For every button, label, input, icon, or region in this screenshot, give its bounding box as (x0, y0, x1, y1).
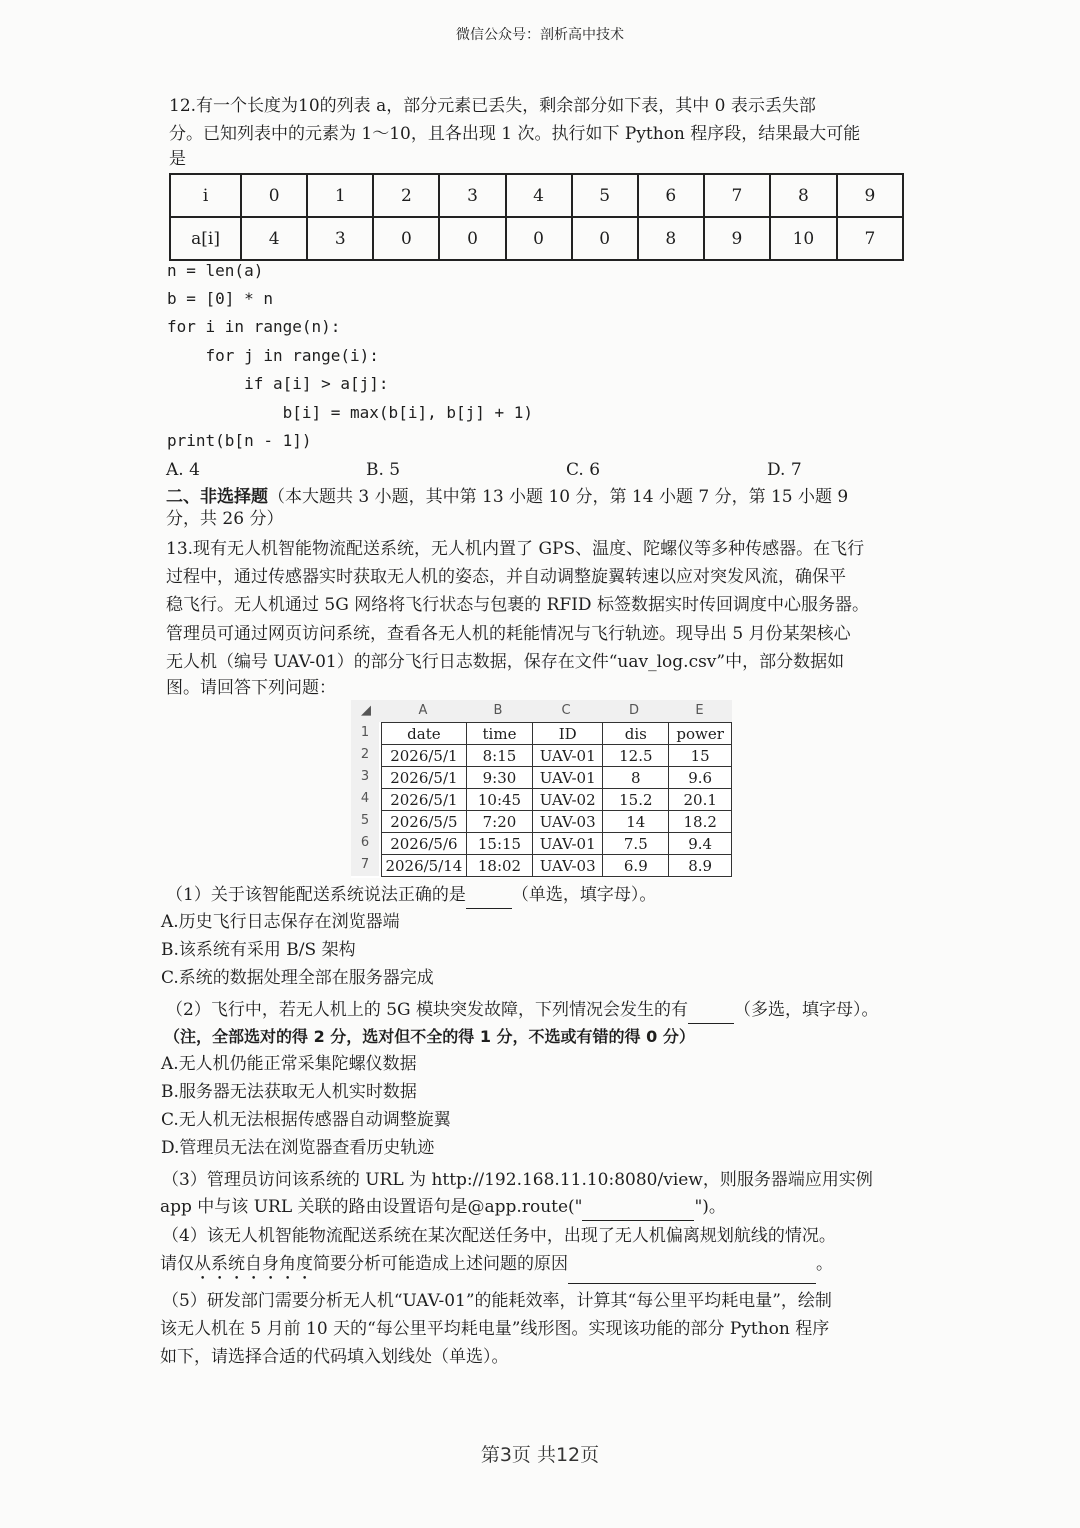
q12-stem-line1: 12.有一个长度为10的列表 a，部分元素已丢失，剩余部分如下表，其中 0 表示丢失部 (169, 96, 816, 116)
q13-stem-line: 稳飞行。无人机通过 5G 网络将飞行状态与包裹的 RFID 标签数据实时传回调度中心服务器。 (166, 595, 869, 615)
sheet-cell: 7.5 (603, 833, 669, 855)
sheet-cell: 2026/5/14 (382, 855, 467, 877)
table-row (382, 745, 732, 767)
table-cell: 3 (439, 174, 505, 217)
sheet-grid (381, 722, 732, 877)
sheet-cell: 15.2 (603, 789, 669, 811)
table-cell: 8 (770, 174, 837, 217)
answer-blank[interactable] (688, 1023, 734, 1024)
table-cell: 2 (373, 174, 439, 217)
q12-option-b: B. 5 (366, 460, 401, 480)
table-cell: 3 (307, 217, 373, 260)
sheet-cell: 9.4 (669, 833, 732, 855)
table-row (382, 723, 732, 745)
q12-array-table (169, 173, 904, 261)
sheet-cell: UAV-01 (533, 833, 603, 855)
sheet-column-header: D (601, 700, 667, 722)
table-cell: 0 (572, 217, 638, 260)
q13-p2-stem (166, 996, 879, 1024)
q12-option-c: C. 6 (566, 460, 601, 480)
sheet-cell: 9:30 (466, 767, 532, 789)
q13-p2-option-a: A.无人机仍能正常采集陀螺仪数据 (161, 1054, 417, 1074)
sheet-cell: UAV-01 (533, 745, 603, 767)
emphasis-text: 从系统自身角度 (194, 1254, 313, 1274)
q13-p3-text: app 中与该 URL 关联的路由设置语句是@app.route(" (160, 1197, 583, 1217)
q12-code-line: for j in range(i): (167, 346, 379, 365)
table-cell: 8 (638, 217, 704, 260)
q12-code-line: if a[i] > a[j]: (167, 374, 389, 393)
sheet-cell: 20.1 (669, 789, 732, 811)
sheet-cell: 2026/5/6 (382, 833, 467, 855)
sheet-row-header: 6 (351, 832, 379, 854)
answer-blank[interactable] (466, 908, 512, 909)
table-cell: 1 (307, 174, 373, 217)
sheet-cell: 9.6 (669, 767, 732, 789)
sheet-cell: 2026/5/1 (382, 745, 467, 767)
q12-code-line: print(b[n - 1]) (167, 431, 312, 450)
spreadsheet-excerpt (351, 700, 732, 878)
sheet-cell: 14 (603, 811, 669, 833)
table-row (382, 855, 732, 877)
sheet-cell: 6.9 (603, 855, 669, 877)
q12-option-d: D. 7 (767, 460, 802, 480)
q13-p4-text: 请仅 (160, 1254, 194, 1274)
sheet-cell: UAV-02 (533, 789, 603, 811)
sheet-cell: 8.9 (669, 855, 732, 877)
q12-code-line: b[i] = max(b[i], b[j] + 1) (167, 403, 534, 422)
table-cell: 0 (373, 217, 439, 260)
q13-p1-option-c: C.系统的数据处理全部在服务器完成 (161, 968, 434, 988)
q13-p4-line2 (160, 1250, 833, 1284)
sheet-cell: date (382, 723, 467, 745)
table-cell: 4 (506, 174, 572, 217)
q13-p2-option-c: C.无人机无法根据传感器自动调整旋翼 (161, 1110, 451, 1130)
sheet-row-header: 7 (351, 854, 379, 876)
q12-code-line: for i in range(n): (167, 317, 341, 336)
q13-p1-option-a: A.历史飞行日志保存在浏览器端 (161, 912, 400, 932)
sheet-cell: 12.5 (603, 745, 669, 767)
sheet-cell: UAV-03 (533, 855, 603, 877)
sheet-column-header: C (531, 700, 601, 722)
table-cell: 6 (638, 174, 704, 217)
table-cell: 7 (837, 217, 903, 260)
table-row (382, 789, 732, 811)
section-title: 二、非选择题 (166, 487, 268, 507)
sheet-row-header: 1 (351, 722, 379, 744)
q12-option-a: A. 4 (166, 460, 200, 480)
q13-p4-text-tail: 简要分析可能造成上述问题的原因 (313, 1254, 568, 1274)
answer-blank[interactable] (568, 1283, 816, 1284)
table-row (382, 767, 732, 789)
q13-stem-line: 13.现有无人机智能物流配送系统，无人机内置了 GPS、温度、陀螺仪等多种传感器。在飞行 (166, 539, 865, 559)
table-cell: 9 (704, 217, 770, 260)
sheet-cell: dis (603, 723, 669, 745)
q13-p5-line1: （5）研发部门需要分析无人机“UAV-01”的能耗效率，计算其“每公里平均耗电量”，绘制 (162, 1291, 832, 1311)
sheet-cell: time (466, 723, 532, 745)
table-cell: 0 (506, 217, 572, 260)
q13-p2-stem-tail: （多选，填字母）。 (734, 1000, 879, 1020)
sheet-column-header: E (667, 700, 732, 722)
section-desc: （本大题共 3 小题，其中第 13 小题 10 分，第 14 小题 7 分，第 15 小题 9 (268, 487, 849, 507)
sheet-cell: UAV-01 (533, 767, 603, 789)
q13-p1-stem-text: （1）关于该智能配送系统说法正确的是 (166, 885, 466, 905)
sheet-cell: 2026/5/5 (382, 811, 467, 833)
table-row (382, 833, 732, 855)
q13-p3-line2 (160, 1193, 726, 1221)
table-cell: 5 (572, 174, 638, 217)
q13-p2-option-d: D.管理员无法在浏览器查看历史轨迹 (161, 1138, 435, 1158)
q13-stem-line: 无人机（编号 UAV-01）的部分飞行日志数据，保存在文件“uav_log.csv”中，部分数据如 (166, 652, 845, 672)
sheet-row-header: 3 (351, 766, 379, 788)
table-row (382, 811, 732, 833)
sheet-cell: 2026/5/1 (382, 767, 467, 789)
table-row-label: i (170, 174, 241, 217)
table-cell: 0 (439, 217, 505, 260)
section-desc-line2: 分，共 26 分） (166, 509, 284, 529)
sheet-column-header: B (465, 700, 531, 722)
q13-p3-line1: （3）管理员访问该系统的 URL 为 http://192.168.11.10:8080/view，则服务器端应用实例 (162, 1170, 873, 1190)
q13-p1-stem-tail: （单选，填字母）。 (511, 885, 657, 905)
sheet-cell: 8 (603, 767, 669, 789)
q13-stem-line: 管理员可通过网页访问系统，查看各无人机的耗能情况与飞行轨迹。现导出 5 月份某架核心 (166, 624, 851, 644)
q13-p5-line3: 如下，请选择合适的代码填入划线处（单选）。 (160, 1347, 509, 1367)
sheet-column-header: A (381, 700, 465, 722)
q13-stem-line: 过程中，通过传感器实时获取无人机的姿态，并自动调整旋翼转速以应对突发风流，确保平 (166, 567, 846, 587)
table-row (170, 217, 903, 260)
q12-stem-line2: 分。已知列表中的元素为 1～10，且各出现 1 次。执行如下 Python 程序段，结果最大可能 (169, 124, 861, 144)
sheet-row-header: 5 (351, 810, 379, 832)
q13-p4-period: 。 (816, 1254, 833, 1274)
sheet-cell: 15 (669, 745, 732, 767)
sheet-cell: power (669, 723, 732, 745)
sheet-cell: 2026/5/1 (382, 789, 467, 811)
q13-stem-line: 图。请回答下列问题： (166, 678, 336, 698)
q13-p5-line2: 该无人机在 5 月前 10 天的“每公里平均耗电量”线形图。实现该功能的部分 Python 程序 (160, 1319, 830, 1339)
sheet-corner: ◢ (351, 700, 381, 722)
sheet-cell: 8:15 (466, 745, 532, 767)
sheet-cell: 7:20 (466, 811, 532, 833)
table-cell: 7 (704, 174, 770, 217)
table-cell: 10 (770, 217, 837, 260)
sheet-cell: 15:15 (466, 833, 532, 855)
sheet-cell: UAV-03 (533, 811, 603, 833)
sheet-cell: 10:45 (466, 789, 532, 811)
q12-code-line: n = len(a) (167, 261, 264, 280)
sheet-cell: 18:02 (466, 855, 532, 877)
table-cell: 0 (241, 174, 307, 217)
q12-stem-line3: 是 (169, 149, 186, 169)
table-cell: 9 (837, 174, 903, 217)
q13-p4-line1: （4）该无人机智能物流配送系统在某次配送任务中，出现了无人机偏离规划航线的情况。 (162, 1226, 836, 1246)
q13-p2-stem-text: （2）飞行中，若无人机上的 5G 模块突发故障，下列情况会发生的有 (166, 1000, 689, 1020)
q12-code-line: b = [0] * n (167, 289, 273, 308)
table-row-label: a[i] (170, 217, 241, 260)
q13-p1-stem (166, 881, 656, 909)
table-row (170, 174, 903, 217)
table-cell: 4 (241, 217, 307, 260)
page-number: 第3页 共12页 (480, 1444, 600, 1466)
q13-p2-option-b: B.服务器无法获取无人机实时数据 (161, 1082, 417, 1102)
sheet-row-header: 4 (351, 788, 379, 810)
sheet-row-header: 2 (351, 744, 379, 766)
watermark-header: 微信公众号：剖析高中技术 (456, 27, 624, 43)
sheet-cell: ID (533, 723, 603, 745)
sheet-cell: 18.2 (669, 811, 732, 833)
answer-blank[interactable] (582, 1220, 694, 1221)
q13-p3-tail: ")。 (694, 1197, 726, 1217)
q13-p1-option-b: B.该系统有采用 B/S 架构 (161, 940, 356, 960)
q13-p2-note: （注，全部选对的得 2 分，选对但不全的得 1 分，不选或有错的得 0 分） (164, 1027, 695, 1046)
